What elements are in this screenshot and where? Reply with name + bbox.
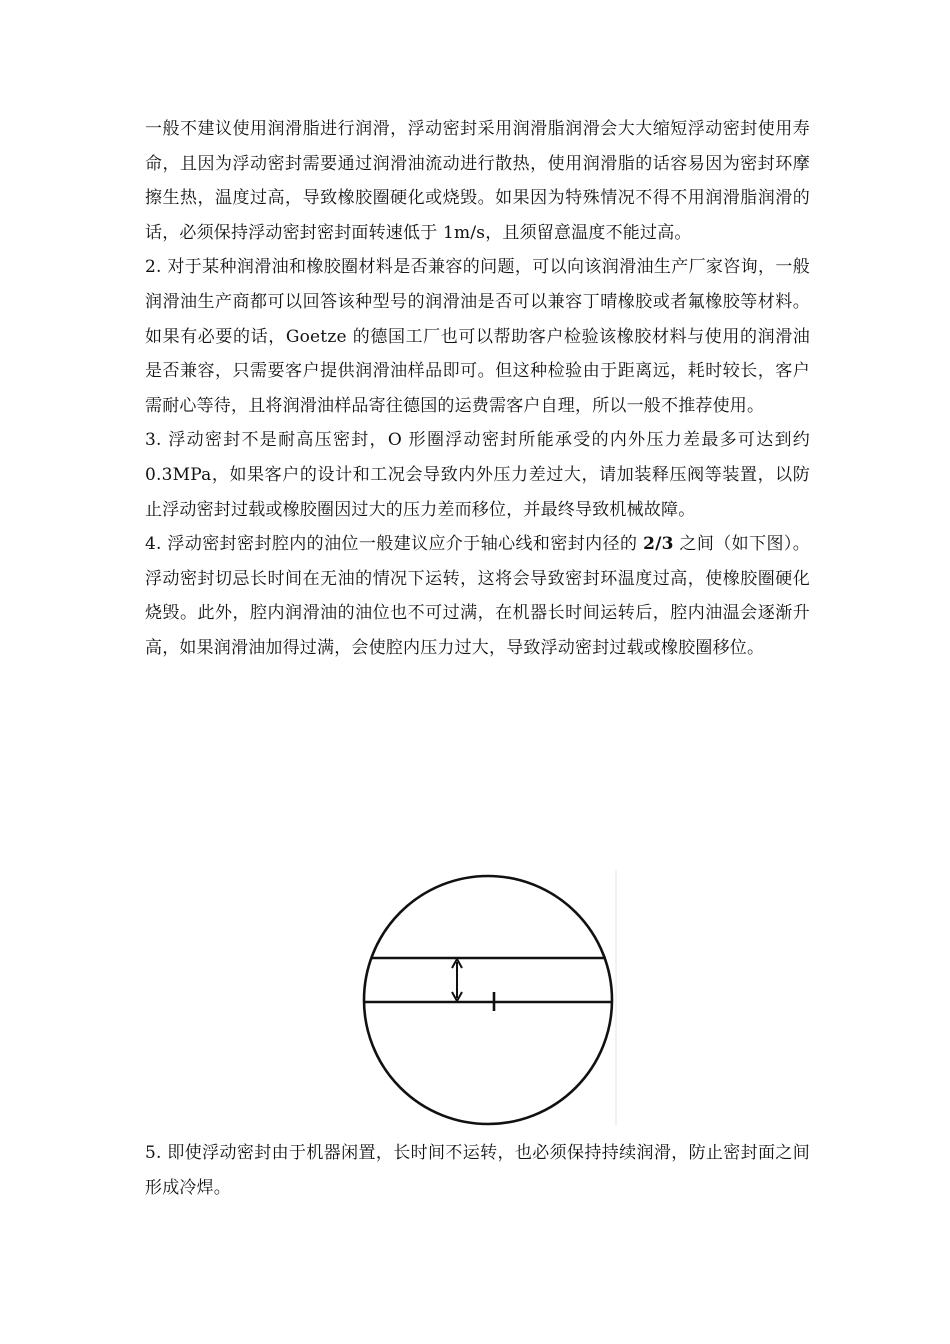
paragraph-grease-lubrication: 一般不建议使用润滑脂进行润滑，浮动密封采用润滑脂润滑会大大缩短浮动密封使用寿命，且因为浮动密封需要通过润滑油流动进行散热，使用润滑脂的话容易因为密封环摩擦生热，温度过高，导致橡胶圈硬化或烧毁。如果因为特殊情况不得不用润滑脂润滑的话，必须保持浮动密封密封面转速低于 1m/s，且须留意温度不能过高。: [145, 119, 810, 243]
paragraph-2-oil-compatibility: 2. 对于某种润滑油和橡胶圈材料是否兼容的问题，可以向该润滑油生产厂家咨询，一般润滑油生产商都可以回答该种型号的润滑油是否可以兼容丁晴橡胶或者氟橡胶等材料。如果有必要的话，Goetze 的德国工厂也可以帮助客户检验该橡胶材料与使用的润滑油是否兼容，只需要客户提供润滑油样品即可。但这种检验由于距离远，耗时较长，客户需耐心等待，且将润滑油样品寄往德国的运费需客户自理，所以一般不推荐使用。: [145, 257, 810, 416]
oil-level-diagram-svg: [360, 870, 620, 1132]
oil-level-diagram: [360, 870, 620, 1132]
paragraph-3-pressure-limit: 3. 浮动密封不是耐高压密封，O 形圈浮动密封所能承受的内外压力差最多可达到约 0.3MPa，如果客户的设计和工况会导致内外压力差过大，请加装释压阀等装置，以防止浮动密封过载或橡胶圈因过大的压力差而移位，并最终导致机械故障。: [145, 430, 810, 520]
paragraph-4-text-end: 之间（如下图）。浮动密封切忌长时间在无油的情况下运转，这将会导致密封环温度过高，使橡胶圈硬化烧毁。此外，腔内润滑油的油位也不可过满，在机器长时间运转后，腔内油温会逐渐升高，如果润滑油加得过满，会使腔内压力过大，导致浮动密封过载或橡胶圈移位。: [145, 534, 810, 658]
paragraph-5-idle-lubrication: 5. 即使浮动密封由于机器闲置，长时间不运转，也必须保持持续润滑，防止密封面之间形成冷焊。: [145, 1143, 810, 1198]
paragraph-4-text-start: 4. 浮动密封密封腔内的油位一般建议应介于轴心线和密封内径的: [145, 534, 644, 555]
paragraph-4-ratio: 2/3: [643, 534, 674, 555]
seal-cavity-circle: [364, 876, 612, 1124]
paragraph-4-oil-level: [145, 527, 810, 665]
text-column-after-figure: [145, 1136, 810, 1205]
text-column: [145, 112, 810, 666]
